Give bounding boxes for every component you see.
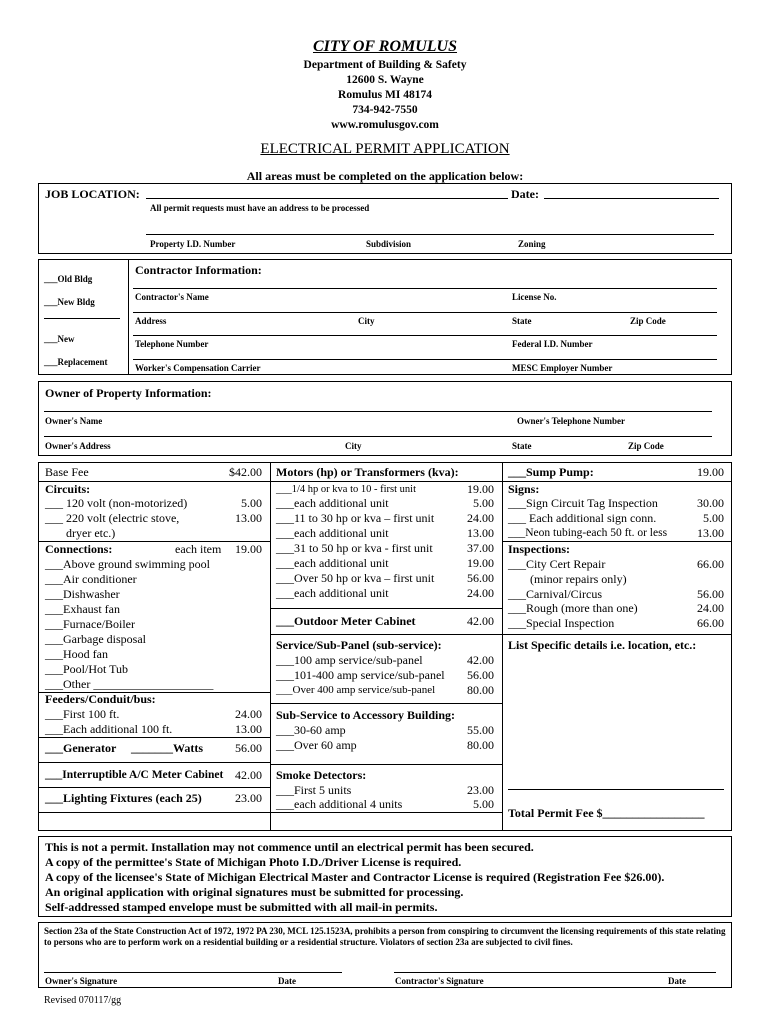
sign-fee: 30.00 bbox=[697, 496, 724, 510]
property-fields-line[interactable] bbox=[146, 234, 714, 235]
motor-item[interactable]: ___each additional unit bbox=[276, 586, 389, 600]
sub-service-fee: 55.00 bbox=[467, 723, 494, 737]
contractor-signature-label: Contractor's Signature bbox=[395, 976, 484, 986]
service-item[interactable]: ___Over 400 amp service/sub-panel bbox=[276, 684, 436, 696]
sign-fee: 13.00 bbox=[697, 526, 724, 540]
license-label: License No. bbox=[512, 292, 557, 302]
motor-item[interactable]: ___Over 50 hp or kva – first unit bbox=[276, 571, 435, 585]
motor-item[interactable]: ___31 to 50 hp or kva - first unit bbox=[276, 541, 433, 555]
connections-heading: Connections: bbox=[45, 542, 113, 556]
inspection-item[interactable]: ___Carnival/Circus bbox=[508, 587, 602, 601]
bldg-separator bbox=[44, 318, 120, 319]
owner-city-label: City bbox=[345, 441, 362, 451]
circuit-220v[interactable]: ___ 220 volt (electric stove, bbox=[45, 511, 180, 525]
connection-item[interactable]: ___Pool/Hot Tub bbox=[45, 662, 129, 676]
c1-rule-7 bbox=[38, 812, 270, 813]
smoke-heading: Smoke Detectors: bbox=[276, 768, 367, 782]
mesc-label: MESC Employer Number bbox=[512, 363, 613, 373]
outdoor-meter-item[interactable]: ___Outdoor Meter Cabinet bbox=[276, 614, 416, 628]
contractor-title: Contractor Information: bbox=[135, 263, 262, 277]
new-option[interactable]: ___New bbox=[44, 334, 75, 344]
workers-comp-label: Worker's Compensation Carrier bbox=[135, 363, 261, 373]
inspection-fee: 66.00 bbox=[697, 557, 724, 571]
motor-fee: 37.00 bbox=[467, 541, 494, 555]
c1-rule-6 bbox=[38, 787, 270, 788]
connections-fee: 19.00 bbox=[235, 542, 262, 556]
street-address: 12600 S. Wayne bbox=[346, 74, 424, 86]
inspection-fee: 24.00 bbox=[697, 601, 724, 615]
fee-col-divider-1 bbox=[270, 462, 271, 831]
connection-item[interactable]: ___Dishwasher bbox=[45, 587, 120, 601]
motor-fee: 5.00 bbox=[473, 496, 494, 510]
c2-rule-3 bbox=[270, 634, 502, 635]
feeders-each100[interactable]: ___Each additional 100 ft. bbox=[45, 722, 173, 736]
job-location-label: JOB LOCATION: bbox=[45, 187, 140, 201]
contractor-address-field[interactable] bbox=[133, 312, 717, 313]
date-label: Date: bbox=[511, 187, 539, 201]
sub-service-item[interactable]: ___Over 60 amp bbox=[276, 738, 357, 752]
zoning-label: Zoning bbox=[518, 239, 546, 249]
owner-state-label: State bbox=[512, 441, 532, 451]
c2-rule-6 bbox=[270, 812, 502, 813]
circuit-120v-fee: 5.00 bbox=[241, 496, 262, 510]
form-title: ELECTRICAL PERMIT APPLICATION bbox=[260, 141, 510, 157]
department: Department of Building & Safety bbox=[303, 59, 467, 71]
service-item[interactable]: ___101-400 amp service/sub-panel bbox=[276, 668, 445, 682]
notice-line: A copy of the permittee's State of Michigan Photo I.D./Driver License is required. bbox=[45, 855, 462, 869]
ac-meter-fee: 42.00 bbox=[235, 768, 262, 782]
contractor-phone-field[interactable] bbox=[133, 335, 717, 336]
c1-rule-4 bbox=[38, 737, 270, 738]
motor-item[interactable]: ___each additional unit bbox=[276, 556, 389, 570]
smoke-item[interactable]: ___First 5 units bbox=[276, 783, 352, 797]
legal-text: Section 23a of the State Construction Act of 1972, 1972 PA 230, MCL 125.1523A, prohibits a person from conspiring to circumvent the licensing requirements of this state relating to persons who are to perform work on a residential building or a residential structure. Violators of section 23a are subjected to civil fines. bbox=[44, 926, 726, 947]
contractor-signature-field[interactable] bbox=[394, 972, 716, 973]
outdoor-meter-fee: 42.00 bbox=[467, 614, 494, 628]
city-label: City bbox=[358, 316, 375, 326]
sign-fee: 5.00 bbox=[703, 511, 724, 525]
owner-title: Owner of Property Information: bbox=[45, 386, 212, 400]
feeders-heading: Feeders/Conduit/bus: bbox=[45, 692, 156, 706]
owner-signature-label: Owner's Signature bbox=[45, 976, 118, 986]
sub-service-heading: Sub-Service to Accessory Building: bbox=[276, 708, 455, 722]
motor-fee: 13.00 bbox=[467, 526, 494, 540]
contractor-date-label: Date bbox=[668, 976, 686, 986]
connection-item[interactable]: ___Garbage disposal bbox=[45, 632, 146, 646]
owner-name-label: Owner's Name bbox=[45, 416, 103, 426]
circuits-heading: Circuits: bbox=[45, 482, 91, 496]
service-heading: Service/Sub-Panel (sub-service): bbox=[276, 638, 442, 652]
base-fee-value: $42.00 bbox=[229, 465, 262, 479]
smoke-fee: 5.00 bbox=[473, 797, 494, 811]
circuit-220v-note: dryer etc.) bbox=[66, 526, 116, 540]
motor-fee: 24.00 bbox=[467, 511, 494, 525]
feeders-first100[interactable]: ___First 100 ft. bbox=[45, 707, 120, 721]
connection-item[interactable]: ___Air conditioner bbox=[45, 572, 137, 586]
motor-fee: 56.00 bbox=[467, 571, 494, 585]
service-fee: 56.00 bbox=[467, 668, 494, 682]
revision-note: Revised 070117/gg bbox=[44, 995, 122, 1006]
sign-item[interactable]: ___Sign Circuit Tag Inspection bbox=[508, 496, 658, 510]
lighting-item[interactable]: ___Lighting Fixtures (each 25) bbox=[45, 791, 202, 805]
new-bldg-option[interactable]: ___New Bldg bbox=[44, 297, 95, 307]
ac-meter-item[interactable]: ___Interruptible A/C Meter Cabinet bbox=[45, 769, 224, 781]
c2-rule-5 bbox=[270, 764, 502, 765]
address-note: All permit requests must have an address to be processed bbox=[150, 203, 370, 213]
details-field[interactable] bbox=[508, 789, 724, 790]
inspection-item[interactable]: ___Rough (more than one) bbox=[508, 601, 638, 615]
phone-number: 734-942-7550 bbox=[352, 104, 418, 116]
state-label: State bbox=[512, 316, 532, 326]
total-permit-fee[interactable]: Total Permit Fee $_________________ bbox=[508, 806, 705, 820]
notice-line: Self-addressed stamped envelope must be submitted with all mail-in permits. bbox=[45, 900, 438, 914]
inspection-fee: 56.00 bbox=[697, 587, 724, 601]
generator-fee: 56.00 bbox=[235, 741, 262, 755]
service-fee: 42.00 bbox=[467, 653, 494, 667]
owner-phone-label: Owner's Telephone Number bbox=[517, 416, 626, 426]
feeders-each100-fee: 13.00 bbox=[235, 722, 262, 736]
signs-heading: Signs: bbox=[508, 482, 540, 496]
inspection-fee: 66.00 bbox=[697, 616, 724, 630]
inspection-item[interactable]: ___Special Inspection bbox=[508, 616, 615, 630]
details-heading: List Specific details i.e. location, etc.: bbox=[508, 638, 697, 652]
notice-line: An original application with original signatures must be submitted for processing. bbox=[45, 885, 464, 899]
c2-rule-2 bbox=[270, 608, 502, 609]
inspection-note: (minor repairs only) bbox=[530, 572, 627, 586]
owner-zip-label: Zip Code bbox=[628, 441, 664, 451]
city-state: Romulus MI 48174 bbox=[338, 89, 432, 101]
replacement-option[interactable]: ___Replacement bbox=[44, 357, 108, 367]
federal-id-label: Federal I.D. Number bbox=[512, 339, 593, 349]
website: www.romulusgov.com bbox=[331, 119, 439, 131]
instruction: All areas must be completed on the application below: bbox=[246, 169, 524, 183]
telephone-label: Telephone Number bbox=[135, 339, 209, 349]
connection-item[interactable]: ___Other ____________________ bbox=[45, 677, 214, 691]
owner-name-field[interactable] bbox=[44, 411, 712, 412]
job-location-field[interactable] bbox=[146, 198, 508, 199]
zip-label: Zip Code bbox=[630, 316, 666, 326]
c3-rule-3 bbox=[502, 634, 732, 635]
notice-line: This is not a permit. Installation may not commence until an electrical permit has been secured. bbox=[45, 840, 534, 854]
owner-address-field[interactable] bbox=[44, 436, 712, 437]
sump-pump-fee: 19.00 bbox=[697, 465, 724, 479]
motors-heading: Motors (hp) or Transformers (kva): bbox=[276, 465, 459, 479]
fee-col-divider-2 bbox=[502, 462, 503, 831]
smoke-fee: 23.00 bbox=[467, 783, 494, 797]
inspection-item[interactable]: ___City Cert Repair bbox=[508, 557, 606, 571]
inspections-heading: Inspections: bbox=[508, 542, 571, 556]
sub-service-item[interactable]: ___30-60 amp bbox=[276, 723, 346, 737]
date-field[interactable] bbox=[544, 198, 719, 199]
sign-item[interactable]: ___Neon tubing-each 50 ft. or less bbox=[508, 527, 668, 539]
sign-item[interactable]: ___ Each additional sign conn. bbox=[508, 511, 657, 525]
generator-watts[interactable]: _______Watts bbox=[131, 741, 203, 755]
notice-line: A copy of the licensee's State of Michigan Electrical Master and Contractor License is required (Registration Fee $26.00). bbox=[45, 870, 665, 884]
c2-rule-4 bbox=[270, 703, 502, 704]
motor-item[interactable]: ___11 to 30 hp or kva – first unit bbox=[276, 511, 435, 525]
connection-item[interactable]: ___Above ground swimming pool bbox=[45, 557, 210, 571]
lighting-fee: 23.00 bbox=[235, 791, 262, 805]
sub-service-fee: 80.00 bbox=[467, 738, 494, 752]
sump-pump-item[interactable]: ___Sump Pump: bbox=[508, 465, 594, 479]
motor-fee: 19.00 bbox=[467, 556, 494, 570]
base-fee-label: Base Fee bbox=[45, 465, 89, 479]
motor-fee: 24.00 bbox=[467, 586, 494, 600]
feeders-first100-fee: 24.00 bbox=[235, 707, 262, 721]
contractor-name-field[interactable] bbox=[133, 288, 717, 289]
service-item[interactable]: ___100 amp service/sub-panel bbox=[276, 653, 423, 667]
property-id-label: Property I.D. Number bbox=[150, 239, 236, 249]
connections-each: each item bbox=[175, 542, 222, 556]
connection-item[interactable]: ___Hood fan bbox=[45, 647, 108, 661]
motor-fee: 19.00 bbox=[467, 482, 494, 496]
connection-item[interactable]: ___Furnace/Boiler bbox=[45, 617, 135, 631]
owner-signature-field[interactable] bbox=[44, 972, 342, 973]
smoke-item[interactable]: ___each additional 4 units bbox=[276, 797, 403, 811]
motor-item[interactable]: ___each additional unit bbox=[276, 496, 389, 510]
city-title: CITY OF ROMULUS bbox=[312, 38, 458, 55]
contractor-divider bbox=[128, 259, 129, 375]
generator-item[interactable]: ___Generator bbox=[45, 741, 117, 755]
motor-item[interactable]: ___1/4 hp or kva to 10 - first unit bbox=[276, 484, 416, 495]
c1-rule-5 bbox=[38, 762, 270, 763]
motor-item[interactable]: ___each additional unit bbox=[276, 526, 389, 540]
owner-address-label: Owner's Address bbox=[45, 441, 111, 451]
service-fee: 80.00 bbox=[467, 683, 494, 697]
circuit-120v[interactable]: ___ 120 volt (non-motorized) bbox=[45, 496, 188, 510]
contractor-name-label: Contractor's Name bbox=[135, 292, 209, 302]
circuit-220v-fee: 13.00 bbox=[235, 511, 262, 525]
connection-item[interactable]: ___Exhaust fan bbox=[45, 602, 120, 616]
workers-comp-field[interactable] bbox=[133, 359, 717, 360]
owner-date-label: Date bbox=[278, 976, 296, 986]
address-label: Address bbox=[135, 316, 167, 326]
subdivision-label: Subdivision bbox=[366, 239, 412, 249]
old-bldg-option[interactable]: ___Old Bldg bbox=[44, 274, 93, 284]
